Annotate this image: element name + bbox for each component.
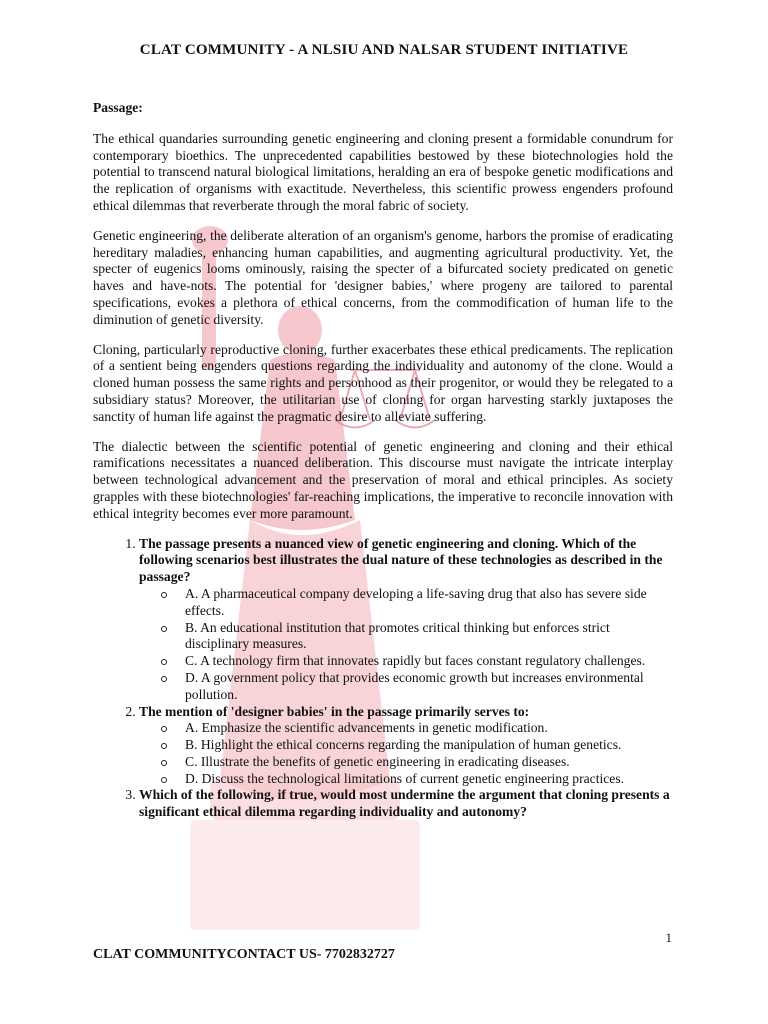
option-item [185,586,673,620]
circle-bullet-icon [161,777,167,783]
option-text: A. A pharmaceutical company developing a life-saving drug that also has severe side effects. [185,585,647,618]
option-list [139,586,673,704]
circle-bullet-icon [161,659,167,665]
passage-paragraph: The dialectic between the scientific potential of genetic engineering and cloning and their ethical ramifications necessitates a nuanced deliberation. This discourse must navigate the intricate interplay between technological advancement and the preservation of moral and ethical principles. As society grapples with these biotechnologies' far-reaching implications, the imperative to reconcile innovation with ethical integrity becomes ever more paramount. [93,438,673,521]
question-text: 2. The mention of 'designer babies' in the passage primarily serves to: [139,703,530,719]
option-text: D. Discuss the technological limitations of current genetic engineering practices. [185,770,625,786]
option-item [185,754,673,771]
option-item [185,720,673,737]
option-text: A. Emphasize the scientific advancements in genetic modification. [185,720,548,736]
passage-label: Passage: [93,100,143,115]
option-text: B. Highlight the ethical concerns regarding the manipulation of human genetics. [185,737,622,753]
option-text: C. A technology firm that innovates rapidly but faces constant regulatory challenges. [185,653,646,669]
circle-bullet-icon [161,726,167,732]
page-header: CLAT COMMUNITY - A NLSIU AND NALSAR STUDENT INITIATIVE [139,42,629,58]
option-item [185,737,673,754]
page-footer: CLAT COMMUNITYCONTACT US- 7702832727 [93,947,395,962]
option-item [185,620,673,654]
circle-bullet-icon [161,743,167,749]
question-item [139,536,673,704]
circle-bullet-icon [161,760,167,766]
option-text: D. A government policy that provides economic growth but increases environmental pollution. [185,669,644,702]
question-text: 3. Which of the following, if true, would most undermine the argument that cloning presents a significant ethical dilemma regarding individuality and autonomy? [139,787,670,820]
circle-bullet-icon [161,676,167,682]
circle-bullet-icon [161,626,167,632]
question-list [93,536,673,822]
document-content [93,100,673,821]
option-list [139,720,673,787]
passage-paragraph: The ethical quandaries surrounding genetic engineering and cloning present a formidable conundrum for contemporary bioethics. The unprecedented capabilities bestowed by these biotechnologies hold the potential to transcend natural biological limitations, heralding an era of bespoke genetic modifications and the replication of organisms with exactitude. Nevertheless, this scientific prowess engenders profound ethical dilemmas that reverberate through the moral fabric of society. [93,130,673,213]
option-item [185,653,673,670]
option-text: B. An educational institution that promotes critical thinking but enforces strict disciplinary measures. [185,619,610,652]
question-item [139,787,673,821]
passage-paragraph: Cloning, particularly reproductive cloning, further exacerbates these ethical predicaments. The replication of a sentient being engenders questions regarding the individuality and autonomy of the clone. Would a cloned human possess the same rights and personhood as their progenitor, or would they be relegated to a subsidiary status? Moreover, the utilitarian use of cloning for organ harvesting starkly juxtaposes the sanctity of human life against the pragmatic desire to alleviate suffering. [93,341,673,424]
option-item [185,670,673,704]
passage-paragraph: Genetic engineering, the deliberate alteration of an organism's genome, harbors the promise of eradicating hereditary maladies, enhancing human capabilities, and augmenting agricultural productivity. Yet, the specter of eugenics looms ominously, raising the specter of a bifurcated society predicated on genetic haves and have-nots. The potential for 'designer babies,' where progeny are tailored to parental specifications, evokes a plethora of ethical concerns, from the commodification of human life to the diminution of genetic diversity. [93,227,673,327]
option-item [185,771,673,788]
circle-bullet-icon [161,592,167,598]
page-number: 1 [665,930,672,945]
question-text: 1. The passage presents a nuanced view of genetic engineering and cloning. Which of the following scenarios best illustrates the dual nature of these technologies as described in the passage? [139,535,663,585]
question-item [139,704,673,788]
option-text: C. Illustrate the benefits of genetic engineering in eradicating diseases. [185,753,570,769]
